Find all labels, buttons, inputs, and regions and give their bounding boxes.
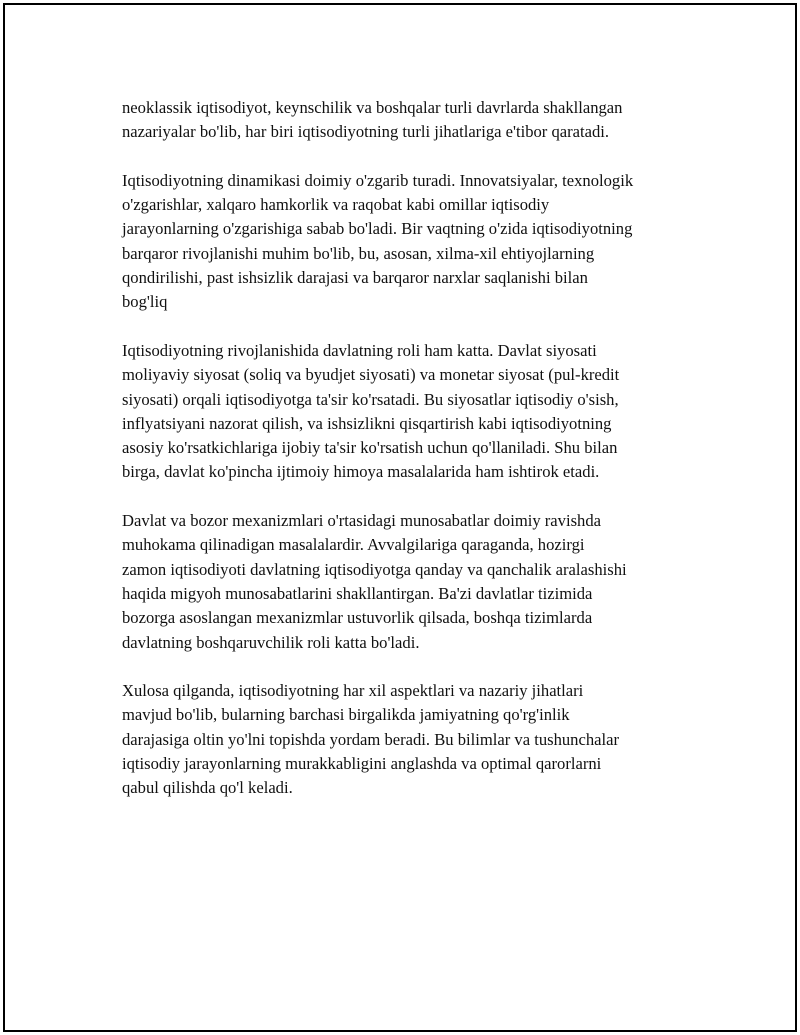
paragraph-4: Davlat va bozor mexanizmlari o'rtasidagi munosabatlar doimiy ravishda muhokama qilinadigan masalalardir. Avvalgilariga qaraganda, hozirgi zamon iqtisodiyoti davlatning iqtisodiyotga qanday va qanchalik aralashishi haqida migyoh munosabatlarini shakllantirgan. Ba'zi davlatlar tizimida bozorga asoslangan mexanizmlar ustuvorlik qilsada, boshqa tizimlarda davlatning boshqaruvchilik roli katta bo'ladi. — [122, 511, 627, 652]
document-body — [122, 96, 697, 825]
paragraph-5: Xulosa qilganda, iqtisodiyotning har xil aspektlari va nazariy jihatlari mavjud bo'lib, bularning barchasi birgalikda jamiyatning qo'rg'inlik darajasiga oltin yo'lni topishda yordam beradi. Bu bilimlar va tushunchalar iqtisodiy jarayonlarning murakkabligini anglashda va optimal qarorlarni qabul qilishda qo'l keladi. — [122, 681, 619, 798]
paragraph-2: Iqtisodiyotning dinamikasi doimiy o'zgarib turadi. Innovatsiyalar, texnologik o'zgarishlar, xalqaro hamkorlik va raqobat kabi omillar iqtisodiy jarayonlarning o'zgarishiga sabab bo'ladi. Bir vaqtning o'zida iqtisodiyotning barqaror rivojlanishi muhim bo'lib, bu, asosan, xilma-xil ehtiyojlarning qondirilishi, past ishsizlik darajasi va barqaror narxlar saqlanishi bilan bog'liq — [122, 170, 634, 312]
paragraph-1: neoklassik iqtisodiyot, keynschilik va boshqalar turli davrlarda shakllangan nazariyalar bo'lib, har biri iqtisodiyotning turli jihatlariga e'tibor qaratadi. — [122, 98, 623, 142]
document-page — [3, 3, 797, 1032]
paragraph-3: Iqtisodiyotning rivojlanishida davlatning roli ham katta. Davlat siyosati moliyaviy siyosat (soliq va byudjet siyosati) va monetar siyosat (pul-kredit siyosati) orqali iqtisodiyotga ta'sir ko'rsatadi. Bu siyosatlar iqtisodiy o'sish, inflyatsiyani nazorat qilish, va ishsizlikni qisqartirish kabi iqtisodiyotning asosiy ko'rsatkichlariga ijobiy ta'sir ko'rsatish uchun qo'llaniladi. Shu bilan birga, davlat ko'pincha ijtimoiy himoya masalalarida ham ishtirok etadi. — [122, 340, 620, 482]
